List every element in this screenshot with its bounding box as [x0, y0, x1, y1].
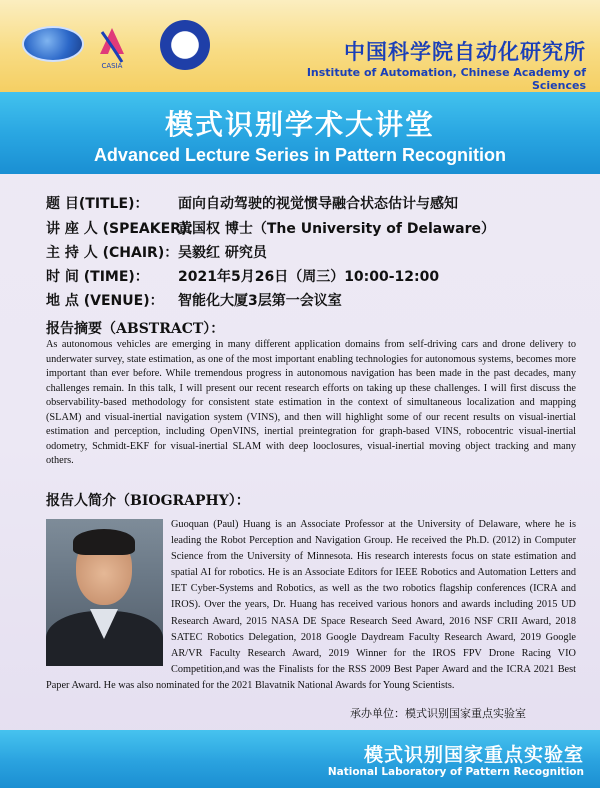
info-row-chair	[46, 242, 586, 262]
institute-name-en: Institute of Automation, Chinese Academy of Sciences	[306, 66, 586, 92]
biography-block	[46, 517, 576, 694]
academy-seal-logo	[160, 20, 210, 70]
title-label: 题 目(TITLE)：	[46, 196, 149, 212]
speaker-label: 讲 座 人 (SPEAKER)：	[46, 221, 202, 237]
info-row-venue	[46, 290, 586, 310]
casia-logo	[96, 26, 128, 70]
venue-value: 智能化大厦3层第一会议室	[178, 293, 342, 309]
time-label: 时 间 (TIME)：	[46, 269, 149, 285]
cas-logo	[22, 26, 84, 62]
lecture-series-title-en: Advanced Lecture Series in Pattern Recognition	[93, 145, 507, 165]
lab-name-cn: 模式识别国家重点实验室	[363, 744, 584, 766]
abstract-text: As autonomous vehicles are emerging in many different application domains from self-driving cars and drone delivery to underwater survey, state estimation, as one of the most important enabling technologies for autonomous systems, becomes more important than ever before. While tremendous progress in autonomous navigation has been made in the past decades, many challenges remain. In this talk, I will present our recent research efforts on taking up these challenges. I will first discuss the observability-based methodology for consistent state estimation in the context of simultaneous localization and mapping (SLAM) and visual-inertial navigation system (VINS), and then will highlight some of our recent results on visual-inertial estimation and perception, including OpenVINS, inertial preintegration for graph-based VINS, robocentric visual-inertial odometry, Schmidt-EKF for visual-inertial SLAM with deep looclosures, visual-inertial moving object tracking and many others.	[46, 339, 576, 466]
biography-heading: 报告人简介（BIOGRAPHY）：	[46, 493, 250, 509]
lecture-series-title-cn: 模式识别学术大讲堂	[164, 108, 435, 141]
speaker-value: 黄国权 博士（The University of Delaware）	[178, 221, 495, 237]
info-row-time	[46, 266, 586, 286]
institute-name-cn: 中国科学院自动化研究所	[344, 40, 586, 64]
lab-name-en: National Laboratory of Pattern Recognition	[327, 766, 584, 778]
info-row-speaker	[46, 218, 586, 238]
biography-text: Guoquan (Paul) Huang is an Associate Professor at the University of Delaware, where he is leading the Robot Perception and Navigation Group. He received the Ph.D. (2012) in Computer Science from the University of Minnesota. His research interests focus on state estimation and spatial AI for robotics. He is an Associate Editors for IEEE Robotics and Automation Letters and IET Cyber-Systems and Robotics, as well as the two robotics flagship conferences (ICRA and IROS). Over the years, Dr. Huang has received various honors and awards including 2015 UD Research Award, 2015 NASA DE Space Research Seed Award, 2016 NSF CRII Award, 2018 SATEC Robotics Delegation, 2018 Google Daydream Faculty Research Award, 2019 Google AR/VR Faculty Research Award, 2019 Winner for the IROS FPV Drone Racing VIO Competition,and was the Finalists for the RSS 2009 Best Paper Award and the ICRA 2021 Best Paper Award. He was also nominated for the 2021 Blavatnik National Awards for Young Scientists.	[46, 519, 576, 691]
casia-logo-text: CASIA	[101, 62, 123, 70]
time-value: 2021年5月26日（周三）10:00-12:00	[178, 269, 440, 285]
host-organizer: 承办单位：模式识别国家重点实验室	[350, 707, 526, 720]
chair-label: 主 持 人 (CHAIR)：	[46, 245, 179, 261]
venue-label: 地 点 (VENUE)：	[46, 293, 164, 309]
chair-value: 吴毅红 研究员	[178, 245, 267, 261]
abstract-heading: 报告摘要（ABSTRACT）：	[46, 321, 225, 337]
info-row-title	[46, 193, 586, 213]
title-value: 面向自动驾驶的视觉惯导融合状态估计与感知	[178, 196, 458, 212]
